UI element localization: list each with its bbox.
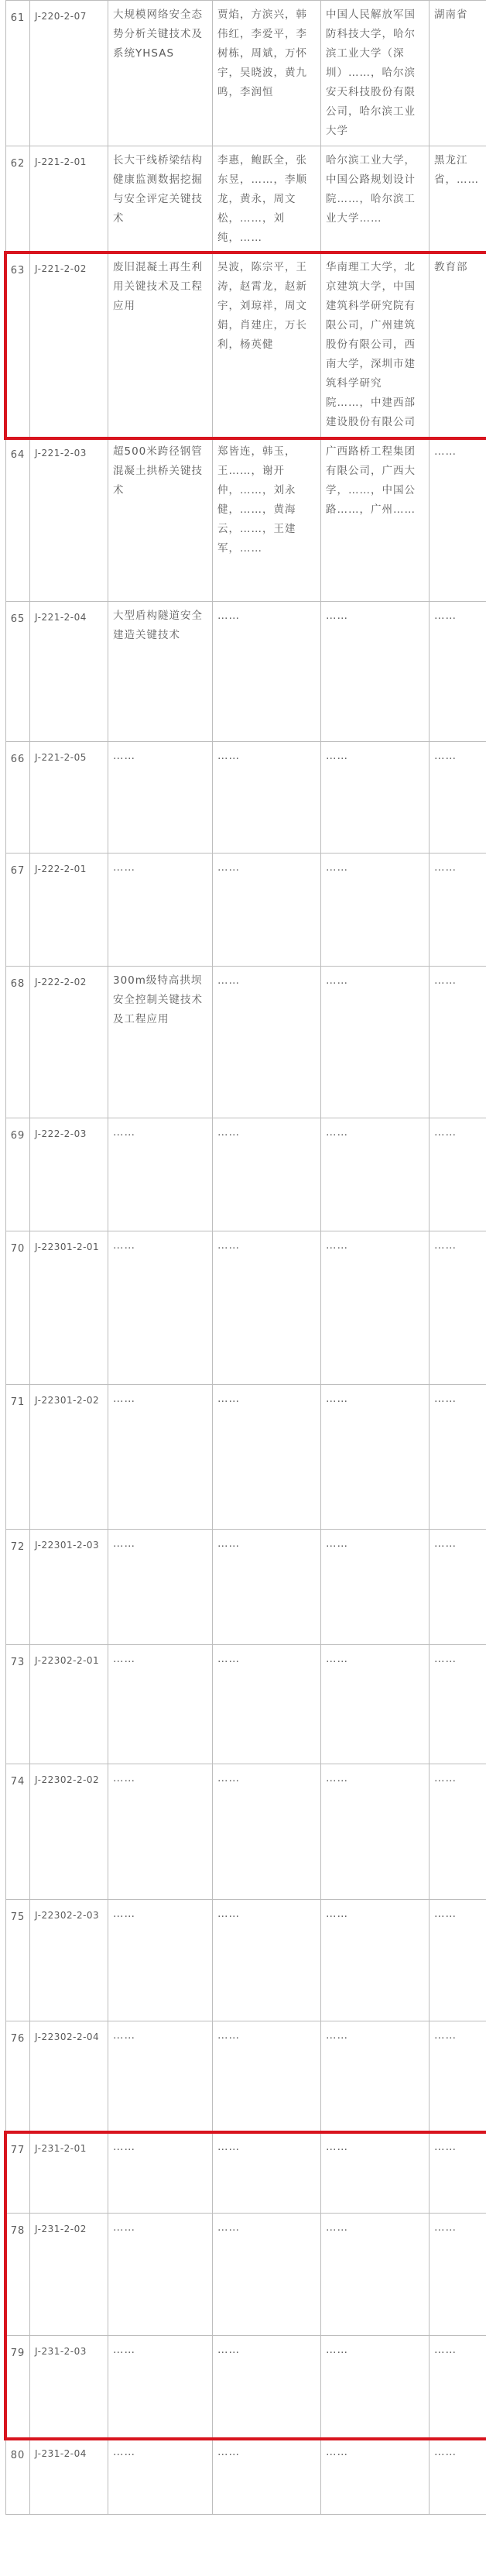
nominator-cell: ……: [430, 2438, 486, 2515]
row-number-cell: 68: [6, 967, 30, 1118]
project-name-cell: 300m级特高拱坝安全控制关键技术及工程应用: [108, 967, 213, 1118]
row-number-cell: 77: [6, 2133, 30, 2214]
completing-units-cell: ……: [321, 1764, 430, 1900]
project-code-cell: J-22302-2-02: [30, 1764, 108, 1900]
project-code-cell: J-231-2-04: [30, 2438, 108, 2515]
project-contributors-cell: ……: [213, 2214, 321, 2336]
nominator-cell: ……: [430, 742, 486, 854]
project-contributors-cell: ……: [213, 1231, 321, 1385]
project-code-cell: J-220-2-07: [30, 1, 108, 146]
completing-units-cell: 中国人民解放军国防科技大学，哈尔滨工业大学（深圳）……，哈尔滨安天科技股份有限公司，哈尔滨工业大学: [321, 1, 430, 146]
row-number-cell: 74: [6, 1764, 30, 1900]
table-row: [6, 1231, 486, 1385]
project-name-cell: ……: [108, 1900, 213, 2021]
row-number-cell: 79: [6, 2336, 30, 2438]
project-name-cell: ……: [108, 2214, 213, 2336]
nominator-cell: ……: [430, 1385, 486, 1530]
row-number-cell: 73: [6, 1645, 30, 1764]
row-number-cell: 71: [6, 1385, 30, 1530]
project-contributors-cell: 李惠，鲍跃全，张东昱，……，李顺龙，黄永，周文松，……，刘纯，……: [213, 146, 321, 253]
project-contributors-cell: ……: [213, 2336, 321, 2438]
award-list-page: [5, 0, 481, 2515]
project-name-cell: ……: [108, 1645, 213, 1764]
table-row: [6, 2133, 486, 2214]
project-contributors-cell: 贾焰，方滨兴，韩伟红，李爱平，李树栋，周斌，万怀宇，吴晓波，黄九鸣，李润恒: [213, 1, 321, 146]
table-row: [6, 1764, 486, 1900]
project-name-cell: 超500米跨径钢管混凝土拱桥关键技术: [108, 438, 213, 602]
project-code-cell: J-231-2-03: [30, 2336, 108, 2438]
project-name-cell: 大型盾构隧道安全建造关键技术: [108, 602, 213, 742]
row-number-cell: 78: [6, 2214, 30, 2336]
nominator-cell: 教育部: [430, 253, 486, 438]
award-table-body: [6, 1, 486, 2515]
nominator-cell: 黑龙江省，……: [430, 146, 486, 253]
nominator-cell: ……: [430, 602, 486, 742]
completing-units-cell: ……: [321, 602, 430, 742]
project-contributors-cell: ……: [213, 1764, 321, 1900]
table-row: [6, 146, 486, 253]
table-row: [6, 1385, 486, 1530]
nominator-cell: ……: [430, 967, 486, 1118]
project-contributors-cell: ……: [213, 2133, 321, 2214]
row-number-cell: 80: [6, 2438, 30, 2515]
project-code-cell: J-22301-2-03: [30, 1530, 108, 1645]
project-name-cell: ……: [108, 742, 213, 854]
nominator-cell: ……: [430, 1764, 486, 1900]
nominator-cell: ……: [430, 1645, 486, 1764]
project-code-cell: J-221-2-03: [30, 438, 108, 602]
completing-units-cell: ……: [321, 1530, 430, 1645]
project-code-cell: J-22302-2-01: [30, 1645, 108, 1764]
nominator-cell: ……: [430, 2133, 486, 2214]
table-row: [6, 2214, 486, 2336]
project-name-cell: 长大干线桥梁结构健康监测数据挖掘与安全评定关键技术: [108, 146, 213, 253]
project-code-cell: J-221-2-01: [30, 146, 108, 253]
project-contributors-cell: 吴波，陈宗平，王涛，赵霄龙，赵新宇，刘琼祥，周文娟，肖建庄，万长利，杨英健: [213, 253, 321, 438]
project-contributors-cell: ……: [213, 2021, 321, 2133]
project-name-cell: 大规模网络安全态势分析关键技术及系统YHSAS: [108, 1, 213, 146]
project-contributors-cell: ……: [213, 854, 321, 967]
row-number-cell: 76: [6, 2021, 30, 2133]
project-code-cell: J-231-2-02: [30, 2214, 108, 2336]
project-code-cell: J-22301-2-02: [30, 1385, 108, 1530]
project-code-cell: J-221-2-04: [30, 602, 108, 742]
project-code-cell: J-22302-2-03: [30, 1900, 108, 2021]
nominator-cell: ……: [430, 1530, 486, 1645]
completing-units-cell: ……: [321, 967, 430, 1118]
completing-units-cell: 华南理工大学，北京建筑大学，中国建筑科学研究院有限公司，广州建筑股份有限公司，西南大学，深圳市建筑科学研究院……，中建西部建设股份有限公司: [321, 253, 430, 438]
completing-units-cell: ……: [321, 854, 430, 967]
project-name-cell: ……: [108, 1118, 213, 1231]
project-code-cell: J-222-2-03: [30, 1118, 108, 1231]
completing-units-cell: ……: [321, 1231, 430, 1385]
project-contributors-cell: ……: [213, 602, 321, 742]
table-row: [6, 967, 486, 1118]
completing-units-cell: ……: [321, 2133, 430, 2214]
project-contributors-cell: ……: [213, 1900, 321, 2021]
completing-units-cell: 哈尔滨工业大学，中国公路规划设计院……，哈尔滨工业大学……: [321, 146, 430, 253]
row-number-cell: 75: [6, 1900, 30, 2021]
project-code-cell: J-231-2-01: [30, 2133, 108, 2214]
nominator-cell: ……: [430, 854, 486, 967]
project-name-cell: ……: [108, 1385, 213, 1530]
table-row: [6, 1118, 486, 1231]
project-contributors-cell: ……: [213, 1118, 321, 1231]
table-row: [6, 1900, 486, 2021]
table-row: [6, 253, 486, 438]
award-table: [5, 0, 486, 2515]
project-name-cell: ……: [108, 2336, 213, 2438]
table-row: [6, 1530, 486, 1645]
row-number-cell: 64: [6, 438, 30, 602]
project-name-cell: ……: [108, 2438, 213, 2515]
table-row: [6, 854, 486, 967]
nominator-cell: ……: [430, 1231, 486, 1385]
completing-units-cell: ……: [321, 1118, 430, 1231]
row-number-cell: 66: [6, 742, 30, 854]
completing-units-cell: ……: [321, 1385, 430, 1530]
nominator-cell: ……: [430, 2021, 486, 2133]
table-row: [6, 2021, 486, 2133]
completing-units-cell: ……: [321, 2214, 430, 2336]
table-row: [6, 1, 486, 146]
row-number-cell: 61: [6, 1, 30, 146]
project-code-cell: J-222-2-02: [30, 967, 108, 1118]
completing-units-cell: ……: [321, 1645, 430, 1764]
row-number-cell: 70: [6, 1231, 30, 1385]
completing-units-cell: ……: [321, 742, 430, 854]
project-code-cell: J-22301-2-01: [30, 1231, 108, 1385]
row-number-cell: 62: [6, 146, 30, 253]
project-code-cell: J-22302-2-04: [30, 2021, 108, 2133]
nominator-cell: ……: [430, 1118, 486, 1231]
project-code-cell: J-221-2-05: [30, 742, 108, 854]
project-contributors-cell: ……: [213, 1385, 321, 1530]
table-row: [6, 1645, 486, 1764]
project-contributors-cell: ……: [213, 742, 321, 854]
project-contributors-cell: ……: [213, 1530, 321, 1645]
project-name-cell: ……: [108, 1530, 213, 1645]
project-name-cell: ……: [108, 1764, 213, 1900]
row-number-cell: 67: [6, 854, 30, 967]
table-row: [6, 438, 486, 602]
project-contributors-cell: ……: [213, 967, 321, 1118]
row-number-cell: 69: [6, 1118, 30, 1231]
table-row: [6, 602, 486, 742]
nominator-cell: ……: [430, 438, 486, 602]
completing-units-cell: ……: [321, 2336, 430, 2438]
nominator-cell: ……: [430, 2336, 486, 2438]
completing-units-cell: 广西路桥工程集团有限公司，广西大学，……，中国公路……，广州……: [321, 438, 430, 602]
row-number-cell: 65: [6, 602, 30, 742]
nominator-cell: ……: [430, 2214, 486, 2336]
row-number-cell: 72: [6, 1530, 30, 1645]
completing-units-cell: ……: [321, 1900, 430, 2021]
nominator-cell: ……: [430, 1900, 486, 2021]
table-row: [6, 2438, 486, 2515]
completing-units-cell: ……: [321, 2021, 430, 2133]
completing-units-cell: ……: [321, 2438, 430, 2515]
project-contributors-cell: ……: [213, 1645, 321, 1764]
project-name-cell: 废旧混凝土再生利用关键技术及工程应用: [108, 253, 213, 438]
project-code-cell: J-221-2-02: [30, 253, 108, 438]
nominator-cell: 湖南省: [430, 1, 486, 146]
project-name-cell: ……: [108, 2133, 213, 2214]
project-contributors-cell: 郑皆连，韩玉，王……，谢开仲，……，刘永健，……，黄海云，……，王建军，……: [213, 438, 321, 602]
project-name-cell: ……: [108, 854, 213, 967]
row-number-cell: 63: [6, 253, 30, 438]
table-row: [6, 742, 486, 854]
project-contributors-cell: ……: [213, 2438, 321, 2515]
project-name-cell: ……: [108, 2021, 213, 2133]
project-name-cell: ……: [108, 1231, 213, 1385]
table-row: [6, 2336, 486, 2438]
project-code-cell: J-222-2-01: [30, 854, 108, 967]
